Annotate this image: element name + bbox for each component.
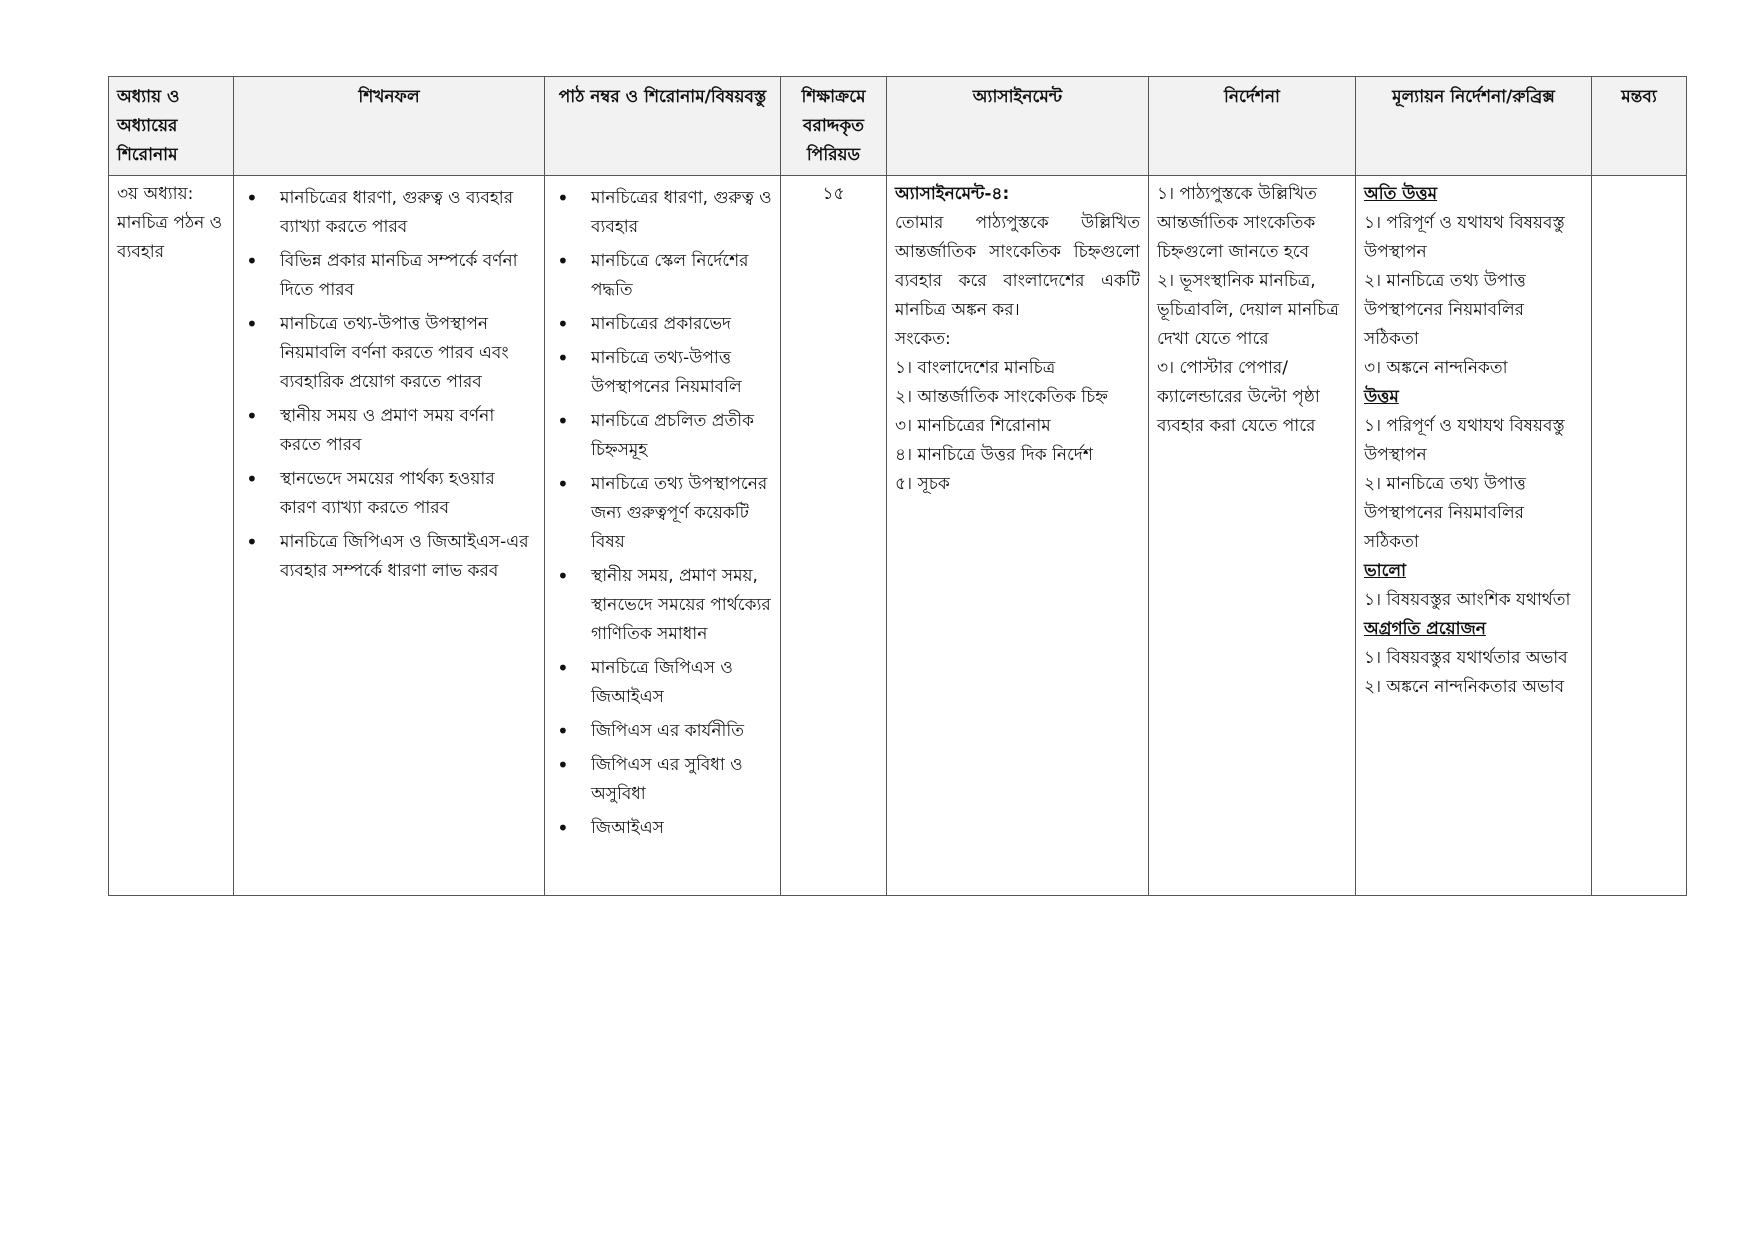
rubric-cell (1356, 176, 1592, 896)
rubric-level-heading: ভালো (1364, 561, 1407, 581)
rubric-item: ১। পরিপূর্ণ ও যথাযথ বিষয়বস্তু উপস্থাপন (1364, 213, 1565, 262)
header-lesson-topics: পাঠ নম্বর ও শিরোনাম/বিষয়বস্তু (545, 77, 781, 176)
assignment-title: অ্যাসাইনমেন্ট-৪: (895, 184, 1010, 204)
list-item: • জিপিএস এর সুবিধা ও অসুবিধা (553, 751, 772, 809)
assignment-hint: ৫। সূচক (895, 474, 950, 494)
remarks-cell (1592, 176, 1687, 896)
header-learning-outcomes: শিখনফল (234, 77, 545, 176)
list-item: • মানচিত্রের প্রকারভেদ (553, 310, 772, 339)
periods-cell (781, 176, 887, 896)
assignment-body: তোমার পাঠ্যপুস্তকে উল্লিখিত আন্তর্জাতিক সাংকেতিক চিহ্নগুলো ব্যবহার করে বাংলাদেশের একটি মানচিত্র অঙ্কন কর। (895, 213, 1140, 320)
header-rubric: মূল্যায়ন নির্দেশনা/রুব্রিক্স (1356, 77, 1592, 176)
learning-outcomes-list (242, 184, 536, 586)
chapter-cell (109, 176, 234, 896)
lesson-topics-list (553, 184, 772, 843)
list-item: • স্থানীয় সময় ও প্রমাণ সময় বর্ণনা করতে পারব (242, 402, 536, 460)
list-item: • মানচিত্রের ধারণা, গুরুত্ব ও ব্যবহার ব্যাখ্যা করতে পারব (242, 184, 536, 242)
period-count: ১৫ (822, 184, 845, 204)
list-item: • মানচিত্রে তথ্য-উপাত্ত উপস্থাপন নিয়মাবলি বর্ণনা করতে পারব এবং ব্যবহারিক প্রয়োগ করতে পারব (242, 310, 536, 397)
list-item: • বিভিন্ন প্রকার মানচিত্র সম্পর্কে বর্ণনা দিতে পারব (242, 247, 536, 305)
lesson-topics-cell (545, 176, 781, 896)
instruction-item: ২। ভূসংস্থানিক মানচিত্র, ভূচিত্রাবলি, দেয়াল মানচিত্র দেখা যেতে পারে (1157, 271, 1339, 349)
assignment-cell (887, 176, 1149, 896)
list-item: • স্থানভেদে সময়ের পার্থক্য হওয়ার কারণ ব্যাখ্যা করতে পারব (242, 465, 536, 523)
rubric-item: ২। মানচিত্রে তথ্য উপাত্ত উপস্থাপনের নিয়মাবলির সঠিকতা (1364, 271, 1526, 349)
list-item: • জিআইএস (553, 814, 772, 843)
instruction-item: ৩। পোস্টার পেপার/ ক্যালেন্ডারের উল্টো পৃষ্ঠা ব্যবহার করা যেতে পারে (1157, 358, 1320, 436)
lesson-plan-table (108, 76, 1687, 896)
header-assignment: অ্যাসাইনমেন্ট (887, 77, 1149, 176)
rubric-item: ১। বিষয়বস্তুর যথার্থতার অভাব (1364, 648, 1568, 668)
rubric-level-heading: অগ্রগতি প্রয়োজন (1364, 619, 1486, 639)
instructions-cell (1149, 176, 1356, 896)
assignment-hint: ১। বাংলাদেশের মানচিত্র (895, 358, 1056, 378)
rubric-item: ৩। অঙ্কনে নান্দনিকতা (1364, 358, 1508, 378)
list-item: • মানচিত্রে স্কেল নির্দেশের পদ্ধতি (553, 247, 772, 305)
header-instructions: নির্দেশনা (1149, 77, 1356, 176)
header-chapter: অধ্যায় ও অধ্যায়ের শিরোনাম (109, 77, 234, 176)
rubric-level-heading: উত্তম (1364, 387, 1399, 407)
table-row (109, 176, 1687, 896)
rubric-item: ১। পরিপূর্ণ ও যথাযথ বিষয়বস্তু উপস্থাপন (1364, 416, 1565, 465)
assignment-hint: ২। আন্তর্জাতিক সাংকেতিক চিহ্ন (895, 387, 1108, 407)
rubric-item: ১। বিষয়বস্তুর আংশিক যথার্থতা (1364, 590, 1571, 610)
rubric-level-heading: অতি উত্তম (1364, 184, 1438, 204)
assignment-hint: ৪। মানচিত্রে উত্তর দিক নির্দেশ (895, 445, 1093, 465)
list-item: • স্থানীয় সময়, প্রমাণ সময়, স্থানভেদে সময়ের পার্থক্যের গাণিতিক সমাধান (553, 562, 772, 649)
header-periods: শিক্ষাক্রমে বরাদ্দকৃত পিরিয়ড (781, 77, 887, 176)
rubric-item: ২। মানচিত্রে তথ্য উপাত্ত উপস্থাপনের নিয়মাবলির সঠিকতা (1364, 474, 1526, 552)
chapter-title: ৩য় অধ্যায়: মানচিত্র পঠন ও ব্যবহার (117, 184, 223, 262)
list-item: • মানচিত্রে জিপিএস ও জিআইএস (553, 654, 772, 712)
instruction-item: ১। পাঠ্যপুস্তকে উল্লিখিত আন্তর্জাতিক সাংকেতিক চিহ্নগুলো জানতে হবে (1157, 184, 1317, 262)
assignment-hint-label: সংকেত: (895, 329, 951, 349)
table-header-row (109, 77, 1687, 176)
list-item: • মানচিত্রের ধারণা, গুরুত্ব ও ব্যবহার (553, 184, 772, 242)
rubric-item: ২। অঙ্কনে নান্দনিকতার অভাব (1364, 677, 1565, 697)
header-remarks: মন্তব্য (1592, 77, 1687, 176)
list-item: • জিপিএস এর কার্যনীতি (553, 717, 772, 746)
assignment-hint: ৩। মানচিত্রের শিরোনাম (895, 416, 1051, 436)
list-item: • মানচিত্রে তথ্য উপস্থাপনের জন্য গুরুত্বপূর্ণ কয়েকটি বিষয় (553, 470, 772, 557)
list-item: • মানচিত্রে তথ্য-উপাত্ত উপস্থাপনের নিয়মাবলি (553, 344, 772, 402)
learning-outcomes-cell (234, 176, 545, 896)
list-item: • মানচিত্রে জিপিএস ও জিআইএস-এর ব্যবহার সম্পর্কে ধারণা লাভ করব (242, 528, 536, 586)
list-item: • মানচিত্রে প্রচলিত প্রতীক চিহ্নসমূহ (553, 407, 772, 465)
